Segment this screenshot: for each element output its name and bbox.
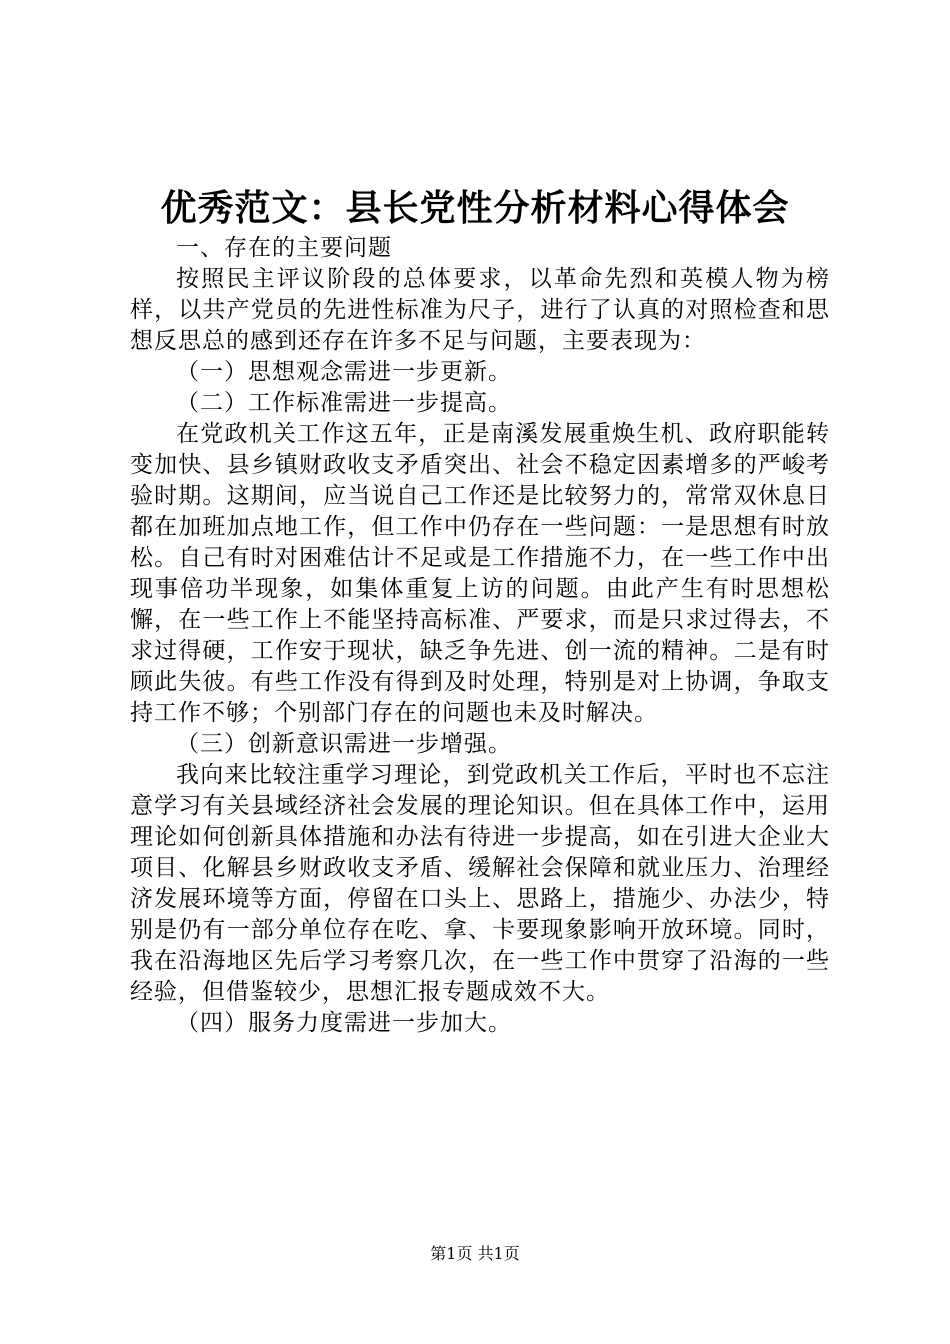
document-title: 优秀范文：县长党性分析材料心得体会 [160,187,790,229]
subsection-heading: （二）工作标准需进一步提高。 [176,390,512,416]
paragraph: 按照民主评议阶段的总体要求，以革命先烈和英模人物为榜样，以共产党员的先进性标准为尺子，进行了认真的对照检查和思想反思总的感到还存在许多不足与问题，主要表现为： [130,266,830,354]
paragraph: 我向来比较注重学习理论，到党政机关工作后，平时也不忘注意学习有关县域经济社会发展的理论知识。但在具体工作中，运用理论如何创新具体措施和办法有待进一步提高，如在引进大企业大项目、化解县乡财政收支矛盾、缓解社会保障和就业压力、治理经济发展环境等方面，停留在口头上、思路上，措施少、办法少，特别是仍有一部分单位存在吃、拿、卡要现象影响开放环境。同时，我在沿海地区先后学习考察几次，在一些工作中贯穿了沿海的一些经验，但借鉴较少，思想汇报专题成效不大。 [130,762,830,1005]
document-body [130,233,830,1039]
subsection-heading: （四）服务力度需进一步加大。 [176,1010,512,1036]
page-number-footer: 第1页 共1页 [430,1244,520,1263]
subsection-heading: （三）创新意识需进一步增强。 [176,731,512,757]
subsection-heading: （一）思想观念需进一步更新。 [176,359,512,385]
section-heading: 一、存在的主要问题 [176,235,392,261]
paragraph: 在党政机关工作这五年，正是南溪发展重焕生机、政府职能转变加快、县乡镇财政收支矛盾突出、社会不稳定因素增多的严峻考验时期。这期间，应当说自己工作还是比较努力的，常常双休息日都在加班加点地工作，但工作中仍存在一些问题：一是思想有时放松。自己有时对困难估计不足或是工作措施不力，在一些工作中出现事倍功半现象，如集体重复上访的问题。由此产生有时思想松懈，在一些工作上不能坚持高标准、严要求，而是只求过得去，不求过得硬，工作安于现状，缺乏争先进、创一流的精神。二是有时顾此失彼。有些工作没有得到及时处理，特别是对上协调，争取支持工作不够；个别部门存在的问题也未及时解决。 [130,421,830,726]
